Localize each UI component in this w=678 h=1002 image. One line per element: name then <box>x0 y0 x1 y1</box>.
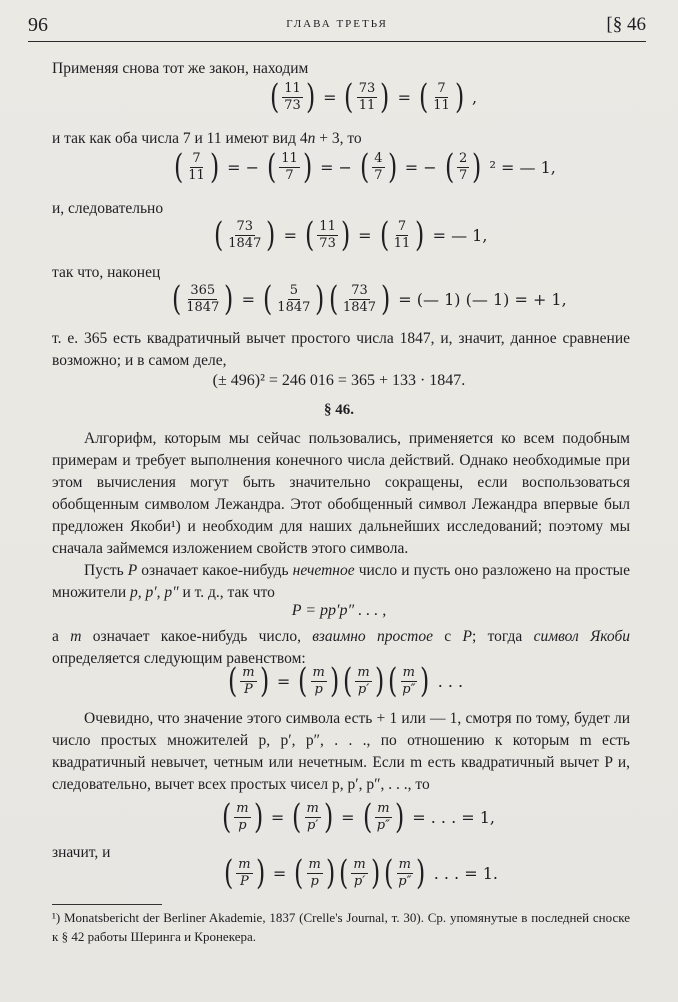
equation: P = pp′p″ . . . , <box>291 602 387 619</box>
legendre-symbol: ( $\frac{5}{1847}$ ) <box>263 279 325 319</box>
legendre-symbol: ( $\frac{73}{1847}$ ) <box>213 215 276 255</box>
symbol-numerator: 365 <box>190 282 216 298</box>
legendre-symbol: ( $\frac{4}{7}$ ) <box>359 147 397 187</box>
equation-operator: = <box>358 225 372 245</box>
symbol-numerator: 11 <box>319 218 336 234</box>
symbol-denominator: 73 <box>319 235 336 251</box>
text-line: и так как оба числа 7 и 11 имеют вид 4n + 3, то <box>52 130 362 147</box>
page-number: 96 <box>28 14 48 36</box>
symbol-numerator: m <box>306 800 319 816</box>
symbol-denominator: p <box>314 681 323 697</box>
equation <box>172 147 562 187</box>
symbol-denominator: 1847 <box>228 235 262 251</box>
equation <box>220 797 501 837</box>
legendre-symbol: ( $\frac{11}{7}$ ) <box>266 147 313 187</box>
symbol-numerator: 11 <box>281 150 298 166</box>
symbol-numerator: m <box>353 856 366 872</box>
equation-operator: . . . <box>437 671 464 691</box>
legendre-symbol: ( $\frac{m}{p}$ ) <box>298 661 340 701</box>
symbol-numerator: 7 <box>437 80 446 96</box>
paragraph: Очевидно, что значение этого символа есть + 1 или — 1, смотря по тому, будет ли число простых множителей p, p′, p″, . . ., по отношению к которым m есть квадратичный невычет, четным или нечетным. Если m есть квадратичный вычет P и, следовательно, вычет всех простых чисел p, p′, p″, . . ., то <box>52 710 630 793</box>
equation <box>170 279 573 319</box>
section-heading: § 46. <box>324 402 354 418</box>
legendre-symbol: ( $\frac{m}{p'}$ ) <box>343 661 384 701</box>
equation-operator: ² = — 1, <box>489 157 556 177</box>
equation-operator: = <box>397 87 411 107</box>
symbol-denominator: p <box>310 873 319 889</box>
symbol-numerator: 73 <box>236 218 254 234</box>
equation-operator: = <box>241 289 256 309</box>
symbol-denominator: 1847 <box>342 299 377 315</box>
legendre-symbol: ( $\frac{7}{11}$ ) <box>379 215 425 255</box>
chapter-title: ГЛАВА ТРЕТЬЯ <box>286 18 388 30</box>
equation-operator: = <box>341 807 355 827</box>
symbol-numerator: 2 <box>458 150 468 166</box>
legendre-symbol: ( $\frac{365}{1847}$ ) <box>171 279 234 319</box>
equation <box>212 215 493 255</box>
symbol-numerator: 7 <box>397 218 407 234</box>
symbol-denominator: P <box>240 873 249 889</box>
symbol-numerator: m <box>402 664 415 680</box>
equation-operator: = <box>270 807 285 827</box>
symbol-denominator: 73 <box>284 97 301 113</box>
symbol-denominator: P <box>244 681 253 697</box>
symbol-numerator: m <box>308 856 321 872</box>
equation-operator: = . . . = 1, <box>412 807 496 827</box>
equation-operator: = <box>323 87 337 107</box>
symbol-denominator: p″ <box>376 817 390 833</box>
text-line: так что, наконец <box>52 264 161 281</box>
footnote-rule <box>52 904 162 905</box>
symbol-numerator: m <box>377 800 390 816</box>
equation-operator: . . . = 1. <box>433 863 498 883</box>
symbol-numerator: 7 <box>192 150 201 166</box>
equation <box>222 853 504 893</box>
symbol-numerator: m <box>236 800 249 816</box>
symbol-numerator: 11 <box>284 80 301 96</box>
legendre-symbol: ( $\frac{7}{11}$ ) <box>418 77 465 117</box>
symbol-denominator: p <box>238 817 247 833</box>
legendre-symbol: ( $\frac{m}{p}$ ) <box>294 853 336 893</box>
symbol-denominator: 1847 <box>186 299 220 315</box>
symbol-denominator: p′ <box>357 681 370 697</box>
legendre-symbol: ( $\frac{73}{11}$ ) <box>344 77 390 117</box>
symbol-numerator: 73 <box>358 80 376 96</box>
legendre-symbol: ( $\frac{11}{73}$ ) <box>305 215 351 255</box>
legendre-symbol: ( $\frac{m}{p''}$ ) <box>387 661 430 701</box>
symbol-denominator: p′ <box>307 817 319 833</box>
symbol-denominator: 7 <box>285 167 294 183</box>
text-line: значит, и <box>52 844 111 861</box>
legendre-symbol: ( $\frac{73}{1847}$ ) <box>328 279 391 319</box>
paragraph: т. е. 365 есть квадратичный вычет простого числа 1847, и, значит, данное сравнение возможно; и в самом деле, <box>52 330 630 369</box>
equation-operator: = − <box>404 157 437 177</box>
footnote: ¹) Monatsbericht der Berliner Akademie, 1837 (Crelle's Journal, т. 30). Ср. упомянутые в последней сноске к § 42 работы Шеринга и Кронекера. <box>52 910 630 944</box>
equation-operator: = <box>276 671 291 691</box>
symbol-numerator: 73 <box>351 282 368 298</box>
symbol-denominator: p″ <box>398 873 412 889</box>
legendre-symbol: ( $\frac{m}{p'}$ ) <box>292 797 334 837</box>
symbol-denominator: 11 <box>433 97 450 113</box>
symbol-numerator: m <box>242 664 255 680</box>
equation-operator: = <box>272 863 287 883</box>
legendre-symbol: ( $\frac{m}{P}$ ) <box>227 661 269 701</box>
symbol-denominator: p″ <box>402 681 416 697</box>
symbol-denominator: 1847 <box>277 299 311 315</box>
symbol-denominator: p′ <box>353 873 366 889</box>
header-rule <box>28 41 646 42</box>
symbol-denominator: 11 <box>393 235 411 251</box>
equation-operator: = — 1, <box>432 225 488 245</box>
paragraph: а m означает какое-нибудь число, взаимно простое с P; тогда символ Якоби определяется следующим равенством: <box>52 628 631 667</box>
equation-operator: = <box>283 225 298 245</box>
text-line: и, следовательно <box>52 200 164 217</box>
paragraph: Алгорифм, которым мы сейчас пользовались, применяется ко всем подобным примерам и требует выполнения конечного числа действий. Однако необходимые при этом вычисления могут быть значительно сокращены, если воспользоваться обобщенным символом Лежандра. Этот обобщенный символ Лежандра впервые был предложен Якоби¹) и необходим для наших дальнейших исследований; поэтому мы сначала займемся изложением свойств этого символа. <box>52 430 630 557</box>
equation-operator: = − <box>227 157 259 177</box>
legendre-symbol: ( $\frac{2}{7}$ ) <box>444 147 482 187</box>
equation <box>226 661 469 701</box>
legendre-symbol: ( $\frac{m}{p}$ ) <box>221 797 263 837</box>
symbol-numerator: m <box>398 856 411 872</box>
equation <box>268 77 483 117</box>
symbol-numerator: 5 <box>289 282 298 298</box>
equation-operator: , <box>472 87 478 107</box>
equation-operator: = − <box>320 157 352 177</box>
section-reference: [§ 46 <box>606 14 646 35</box>
symbol-numerator: m <box>312 664 325 680</box>
paragraph: Пусть P означает какое-нибудь нечетное число и пусть оно разложено на простые множители p, p′, p″ и т. д., так что <box>52 562 630 601</box>
equation-check: (± 496)² = 246 016 = 365 + 133 · 1847. <box>212 372 466 389</box>
legendre-symbol: ( $\frac{m}{p''}$ ) <box>362 797 405 837</box>
symbol-denominator: 7 <box>374 167 383 183</box>
running-header <box>28 14 646 40</box>
symbol-numerator: m <box>238 856 251 872</box>
symbol-numerator: m <box>357 664 370 680</box>
legendre-symbol: ( $\frac{m}{P}$ ) <box>223 853 265 893</box>
legendre-symbol: ( $\frac{m}{p'}$ ) <box>339 853 380 893</box>
symbol-denominator: 11 <box>358 97 376 113</box>
equation-operator: = (— 1) (— 1) = + 1, <box>398 289 567 309</box>
symbol-denominator: 11 <box>188 167 205 183</box>
legendre-symbol: ( $\frac{7}{11}$ ) <box>173 147 220 187</box>
legendre-symbol: ( $\frac{11}{73}$ ) <box>269 77 316 117</box>
text-line: Применяя снова тот же закон, находим <box>52 60 309 77</box>
legendre-symbol: ( $\frac{m}{p''}$ ) <box>383 853 426 893</box>
symbol-denominator: 7 <box>458 167 468 183</box>
symbol-numerator: 4 <box>374 150 383 166</box>
